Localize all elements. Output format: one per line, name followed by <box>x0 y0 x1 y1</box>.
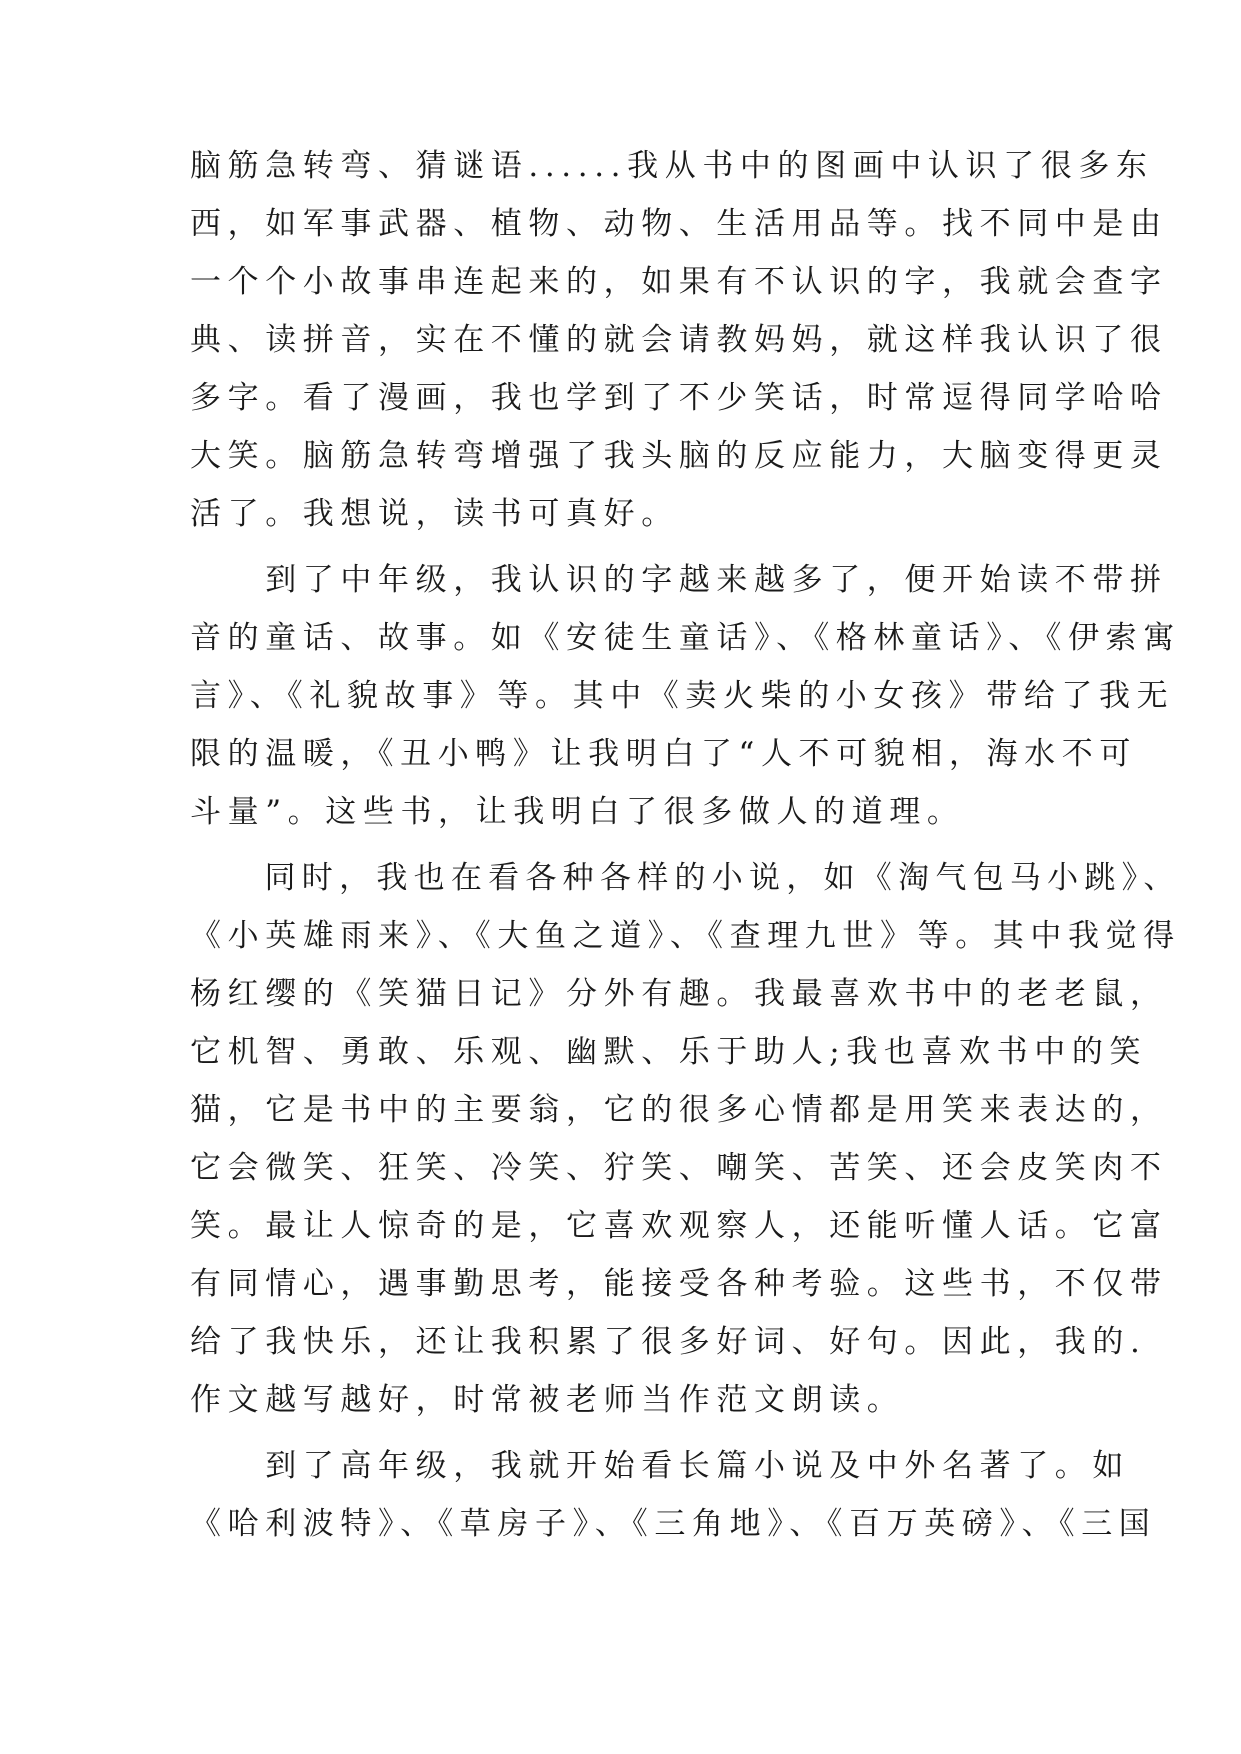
text-line: 它会微笑、狂笑、冷笑、狞笑、嘲笑、苦笑、还会皮笑肉不 <box>190 1150 1168 1186</box>
paragraph-start-line: 到了中年级，我认识的字越来越多了，便开始读不带拼 <box>190 562 1168 598</box>
text-line: 典、读拼音，实在不懂的就会请教妈妈，就这样我认识了很 <box>190 322 1168 358</box>
paragraph-start-line: 到了高年级，我就开始看长篇小说及中外名著了。如 <box>190 1448 1130 1484</box>
text-line: 《哈利波特》、《草房子》、《三角地》、《百万英磅》、《三国 <box>190 1506 1157 1542</box>
paragraph-start-line: 同时，我也在看各种各样的小说，如《淘气包马小跳》、 <box>190 860 1181 896</box>
text-line: 作文越写越好，时常被老师当作范文朗读。 <box>190 1382 905 1418</box>
text-line: 脑筋急转弯、猜谜语......我从书中的图画中认识了很多东 <box>190 148 1154 184</box>
text-line: 多字。看了漫画，我也学到了不少笑话，时常逗得同学哈哈 <box>190 380 1168 416</box>
text-line: 活了。我想说，读书可真好。 <box>190 496 679 532</box>
text-line: 一个个小故事串连起来的，如果有不认识的字，我就会查字 <box>190 264 1168 300</box>
text-line: 笑。最让人惊奇的是，它喜欢观察人，还能听懂人话。它富 <box>190 1208 1168 1244</box>
text-line: 限的温暖，《丑小鸭》让我明白了“人不可貌相，海水不可 <box>190 736 1137 772</box>
text-line: 西，如军事武器、植物、动物、生活用品等。找不同中是由 <box>190 206 1168 242</box>
text-line: 猫，它是书中的主要翁，它的很多心情都是用笑来表达的， <box>190 1092 1168 1128</box>
text-line: 言》、《礼貌故事》等。其中《卖火柴的小女孩》带给了我无 <box>190 678 1175 714</box>
text-line: 大笑。脑筋急转弯增强了我头脑的反应能力，大脑变得更灵 <box>190 438 1168 474</box>
text-line: 音的童话、故事。如《安徒生童话》、《格林童话》、《伊索寓 <box>190 620 1181 656</box>
text-line: 它机智、勇敢、乐观、幽默、乐于助人;我也喜欢书中的笑 <box>190 1034 1148 1070</box>
text-line: 《小英雄雨来》、《大鱼之道》、《查理九世》等。其中我觉得 <box>190 918 1181 954</box>
text-line: 杨红缨的《笑猫日记》分外有趣。我最喜欢书中的老老鼠， <box>190 976 1168 1012</box>
text-line: 给了我快乐，还让我积累了很多好词、好句。因此，我的. <box>190 1324 1147 1360</box>
text-line: 斗量”。这些书，让我明白了很多做人的道理。 <box>190 794 965 830</box>
text-line: 有同情心，遇事勤思考，能接受各种考验。这些书，不仅带 <box>190 1266 1168 1302</box>
